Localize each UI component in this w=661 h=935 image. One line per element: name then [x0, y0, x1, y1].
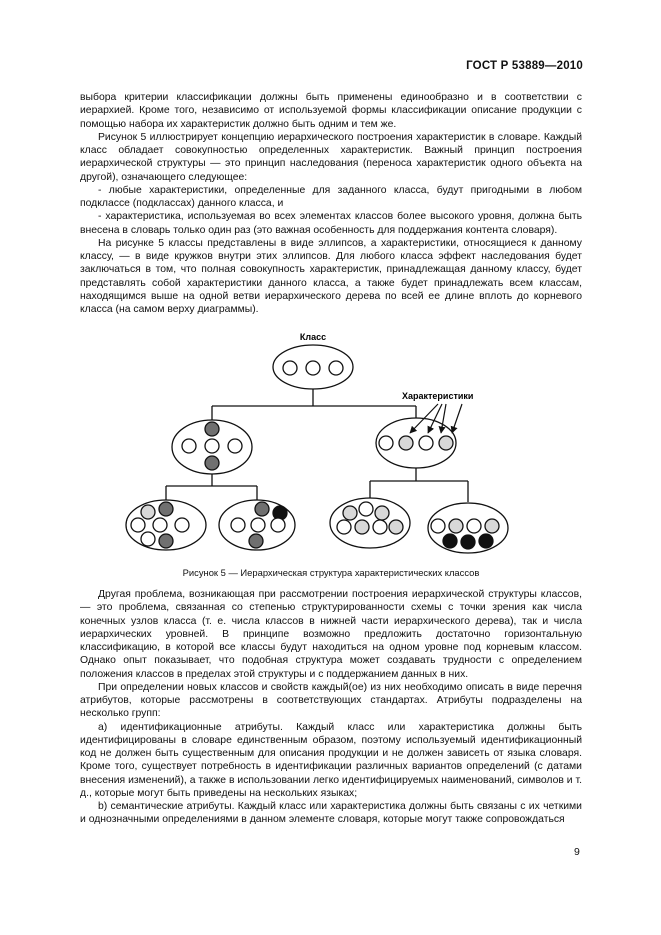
document-header: ГОСТ Р 53889—2010 [466, 60, 583, 72]
list-item: a) идентификационные атрибуты. Каждый класс или характеристика должны быть идентифицированы в словаре единственным образом, поэтому используемый идентификационный код не должен быть существенным для описания продукции и не должен зависеть от языка словаря. Кроме того, существует потребность в идентификации различных вариантов определений (с датами внесения изменений), а также в использовании легко идентифицируемых наименований, символов и т. д., которые могут быть приведены на нескольких языках; [80, 721, 582, 799]
paragraph: Рисунок 5 иллюстрирует концепцию иерархического построения характеристик в словаре. Каждый класс обладает совокупностью определенных характеристик. Важный принцип построения иерархической структуры — это принцип наследования (переноса характеристик одного объекта на другой), означающего следующее: [80, 131, 582, 183]
hierarchy-figure [120, 326, 540, 566]
leaf-class-ellipse [330, 498, 410, 548]
list-item: b) семантические атрибуты. Каждый класс или характеристика должны быть связаны с их четкими и однозначными определениями в данном элементе словаря, которые могут также сопровождаться [80, 801, 582, 826]
characteristics-label: Характеристики [402, 391, 474, 401]
figure-caption: Рисунок 5 — Иерархическая структура характеристических классов [182, 567, 480, 578]
paragraph: Другая проблема, возникающая при рассмотрении построения иерархической структуры классов, — это проблема, связанная со степенью структурированности схемы с точки зрения как числа конечных узлов класса (т. е. числа классов в нижней части иерархического дерева), так и числа иерархических уровней. В принципе возможно предложить достаточно горизонтальную классификацию, в которой все классы будут находиться на одном уровне под корневым классом. Однако опыт показывает, что подобная структура может создавать трудности с определением положения классов в пределах этой структуры и с поддержанием данных в них. [80, 589, 582, 680]
list-item: - любые характеристики, определенные для заданного класса, будут пригодными в любом подклассе (подклассах) данного класса, и [80, 184, 582, 209]
hierarchy-diagram [120, 326, 540, 566]
text-block-top [80, 91, 582, 316]
root-class-ellipse [273, 345, 353, 389]
class-label: Класс [299, 332, 327, 342]
paragraph: При определении новых классов и свойств каждый(ое) из них необходимо описать в виде перечня атрибутов, которые рассмотрены в соответствующих стандартах. Атрибуты подразделены на несколько групп: [80, 681, 582, 720]
page-number: 9 [574, 846, 580, 858]
text-block-bottom [80, 588, 582, 827]
subclass-ellipse-right [376, 418, 456, 468]
paragraph: выбора критерии классификации должны быть применены единообразно и в соответствии с иерархией. Кроме того, независимо от используемой формы классификации описание продукции с помощью набора их характеристик должно быть одним и тем же. [80, 92, 582, 130]
list-item: - характеристика, используемая во всех элементах классов более высокого уровня, должна быть внесена в словарь только один раз (это важная особенность для поддержания контента словаря). [80, 211, 582, 236]
paragraph: На рисунке 5 классы представлены в виде эллипсов, а характеристики, относящиеся к данному классу, — в виде кружков внутри этих эллипсов. Для любого класса эффект наследования будет заключаться в том, что полная совокупность характеристик, принадлежащая данному классу, будет представлять собой характеристики данного класса, а также будет принадлежать всем классам, находящимся выше на одной ветви иерархического дерева по всей ее длине вплоть до корневого класса (на самом верху диаграммы). [80, 237, 582, 315]
leaf-class-ellipse [126, 500, 206, 550]
leaf-class-ellipse [428, 503, 508, 553]
subclass-ellipse-left [172, 420, 252, 474]
leaf-class-ellipse [219, 500, 295, 550]
